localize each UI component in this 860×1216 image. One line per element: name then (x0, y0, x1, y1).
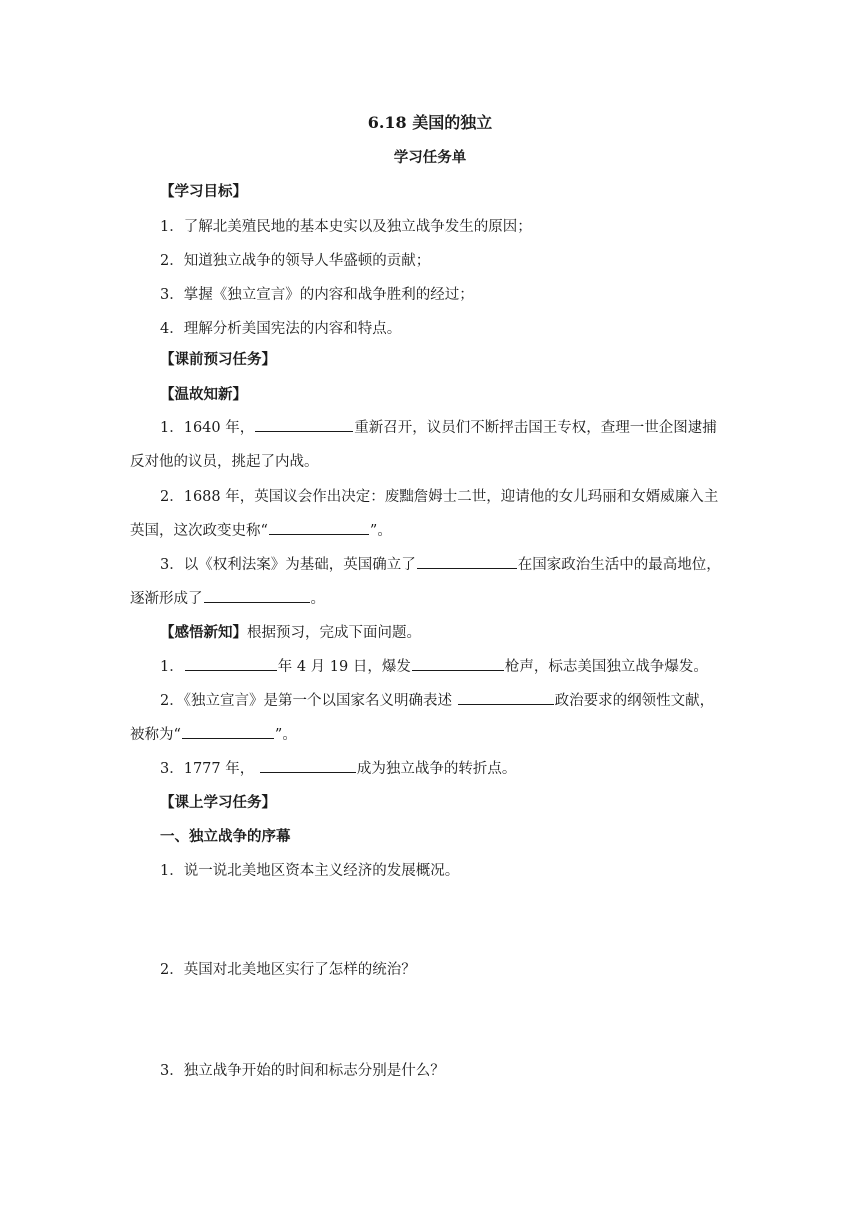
question-text: 1．1640 年， (160, 420, 255, 436)
answer-blank[interactable] (412, 656, 504, 671)
question-continuation (130, 519, 392, 540)
question-text: 1． (160, 659, 184, 675)
answer-blank[interactable] (182, 724, 274, 739)
question-text: 枪声，标志美国独立战争爆发。 (504, 659, 708, 675)
new-knowledge-intro: 根据预习，完成下面问题。 (247, 625, 421, 641)
question-continuation (130, 587, 325, 608)
question-text: 3．以《权利法案》为基础，英国确立了 (160, 557, 416, 573)
class-tasks-heading: 【课上学习任务】 (160, 794, 276, 811)
question-text: 英国，这次政变史称“ (130, 523, 268, 539)
answer-blank[interactable] (269, 520, 369, 535)
new-question-2 (160, 689, 714, 710)
objective-item: 4．理解分析美国宪法的内容和特点。 (160, 321, 402, 337)
question-text: 成为独立战争的转折点。 (356, 761, 517, 777)
class-question: 2．英国对北美地区实行了怎样的统治？ (160, 962, 416, 978)
answer-blank[interactable] (255, 417, 353, 432)
review-heading: 【温故知新】 (160, 386, 247, 403)
page-subtitle: 学习任务单 (393, 149, 467, 166)
answer-blank[interactable] (204, 588, 310, 603)
page-title: 6.18 美国的独立 (367, 113, 493, 132)
objective-item: 3．掌握《独立宣言》的内容和战争胜利的经过； (160, 287, 474, 303)
new-knowledge-label: 【感悟新知】 (160, 624, 247, 641)
objective-item: 2．知道独立战争的领导人华盛顿的贡献； (160, 253, 431, 269)
question-text: 在国家政治生活中的最高地位， (517, 557, 721, 573)
new-question-1 (160, 655, 708, 676)
review-question-1 (160, 416, 717, 437)
answer-blank[interactable] (417, 554, 517, 569)
answer-blank[interactable] (185, 656, 277, 671)
question-text: 被称为“ (130, 727, 181, 743)
objectives-heading: 【学习目标】 (160, 183, 247, 200)
new-knowledge-heading (160, 621, 421, 642)
question-text: 2．《独立宣言》是第一个以国家名义明确表述 (160, 693, 457, 709)
answer-blank[interactable] (260, 758, 356, 773)
class-question: 3．独立战争开始的时间和标志分别是什么？ (160, 1063, 445, 1079)
preview-heading: 【课前预习任务】 (160, 351, 276, 368)
question-continuation (130, 723, 297, 744)
question-text: ”。 (274, 727, 297, 743)
review-question-3 (160, 553, 721, 574)
question-text: 政治要求的纲领性文献， (554, 693, 715, 709)
new-question-3 (160, 757, 516, 778)
section-heading: 一、独立战争的序幕 (160, 828, 291, 845)
review-question-2: 2．1688 年，英国议会作出决定：废黜詹姆士二世，迎请他的女儿玛丽和女婿威廉入主 (160, 489, 719, 505)
class-question: 1．说一说北美地区资本主义经济的发展概况。 (160, 863, 460, 879)
question-text: 年 4 月 19 日，爆发 (277, 659, 411, 675)
question-text: 逐渐形成了 (130, 591, 203, 607)
question-text: 。 (310, 591, 325, 607)
answer-blank[interactable] (458, 690, 554, 705)
question-continuation: 反对他的议员，挑起了内战。 (130, 454, 319, 470)
objective-item: 1．了解北美殖民地的基本史实以及独立战争发生的原因； (160, 219, 532, 235)
question-text: 3．1777 年， (160, 761, 259, 777)
question-text: ”。 (369, 523, 392, 539)
question-text: 重新召开，议员们不断抨击国王专权，查理一世企图逮捕 (354, 420, 717, 436)
